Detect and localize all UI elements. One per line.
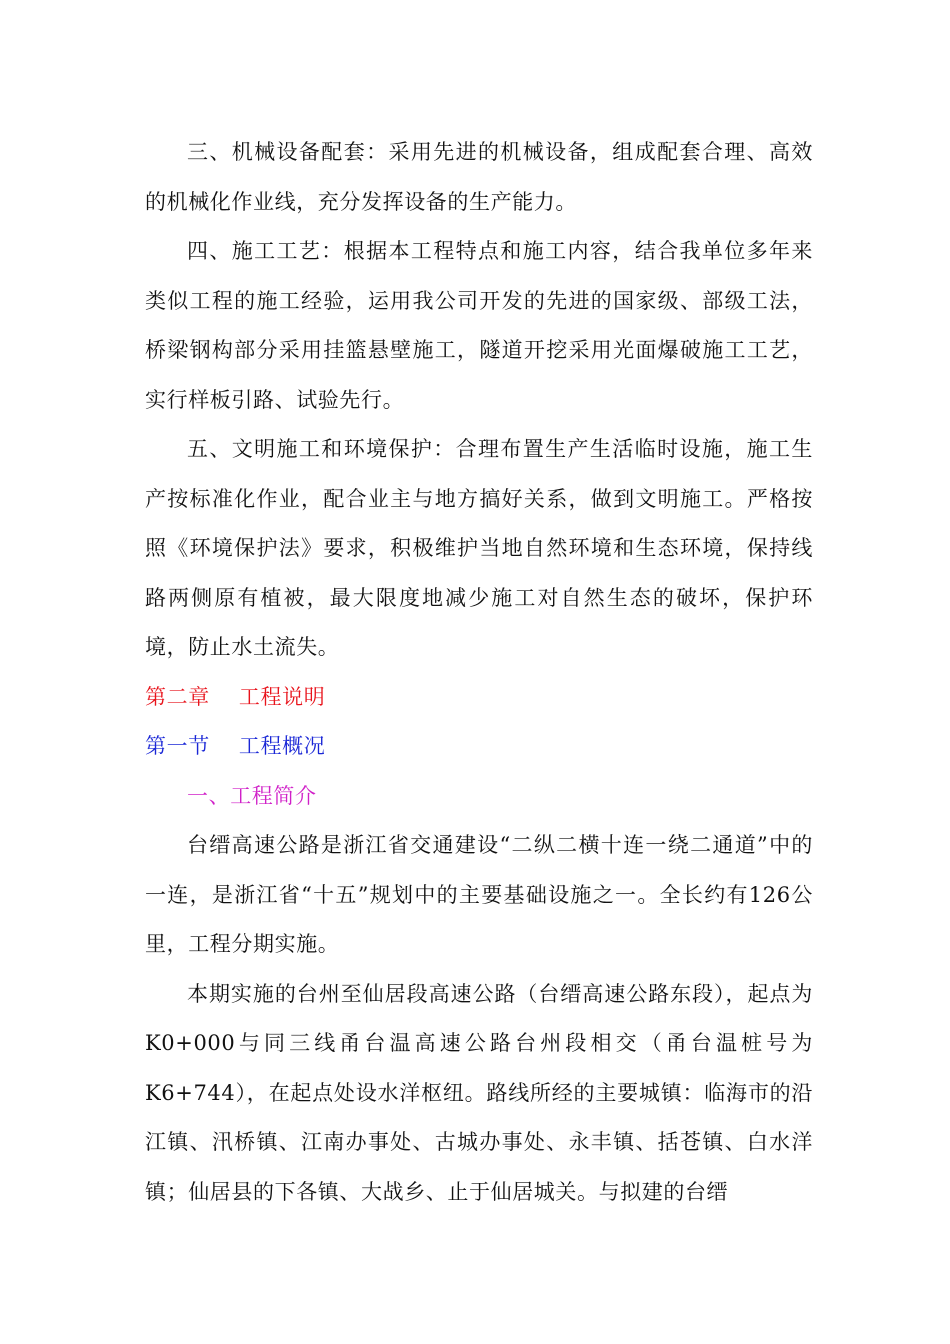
paragraph-construction-process: 四、施工工艺：根据本工程特点和施工内容，结合我单位多年来类似工程的施工经验，运用我公司开发的先进的国家级、部级工法，桥梁钢构部分采用挂篮悬壁施工，隧道开挖采用光面爆破施工工艺，实行样板引路、试验先行。 <box>145 239 813 412</box>
section-title: 第一节 工程概况 <box>145 734 326 758</box>
paragraph-civilized-construction: 五、文明施工和环境保护：合理布置生产生活临时设施，施工生产按标准化作业，配合业主与地方搞好关系，做到文明施工。严格按照《环境保护法》要求，积极维护当地自然环境和生态环境，保持线路两侧原有植被，最大限度地减少施工对自然生态的破坏，保护环境，防止水土流失。 <box>145 437 813 659</box>
document-body <box>145 128 813 1217</box>
chapter-title: 第二章 工程说明 <box>145 684 326 709</box>
subsection-title: 一、工程简介 <box>187 783 317 808</box>
paragraph-project-route: 本期实施的台州至仙居段高速公路（台缙高速公路东段），起点为K0+000与同三线甬台温高速公路台州段相交（甬台温桩号为K6+744），在起点处设水洋枢纽。路线所经的主要城镇：临海市的沿江镇、汛桥镇、江南办事处、古城办事处、永丰镇、括苍镇、白水洋镇；仙居县的下各镇、大战乡、止于仙居城关。与拟建的台缙 <box>145 981 813 1204</box>
paragraph-project-intro: 台缙高速公路是浙江省交通建设“二纵二横十连一绕二通道”中的一连，是浙江省“十五”规划中的主要基础设施之一。全长约有126公里，工程分期实施。 <box>145 833 813 956</box>
paragraph-machinery: 三、机械设备配套：采用先进的机械设备，组成配套合理、高效的机械化作业线，充分发挥设备的生产能力。 <box>145 140 813 214</box>
